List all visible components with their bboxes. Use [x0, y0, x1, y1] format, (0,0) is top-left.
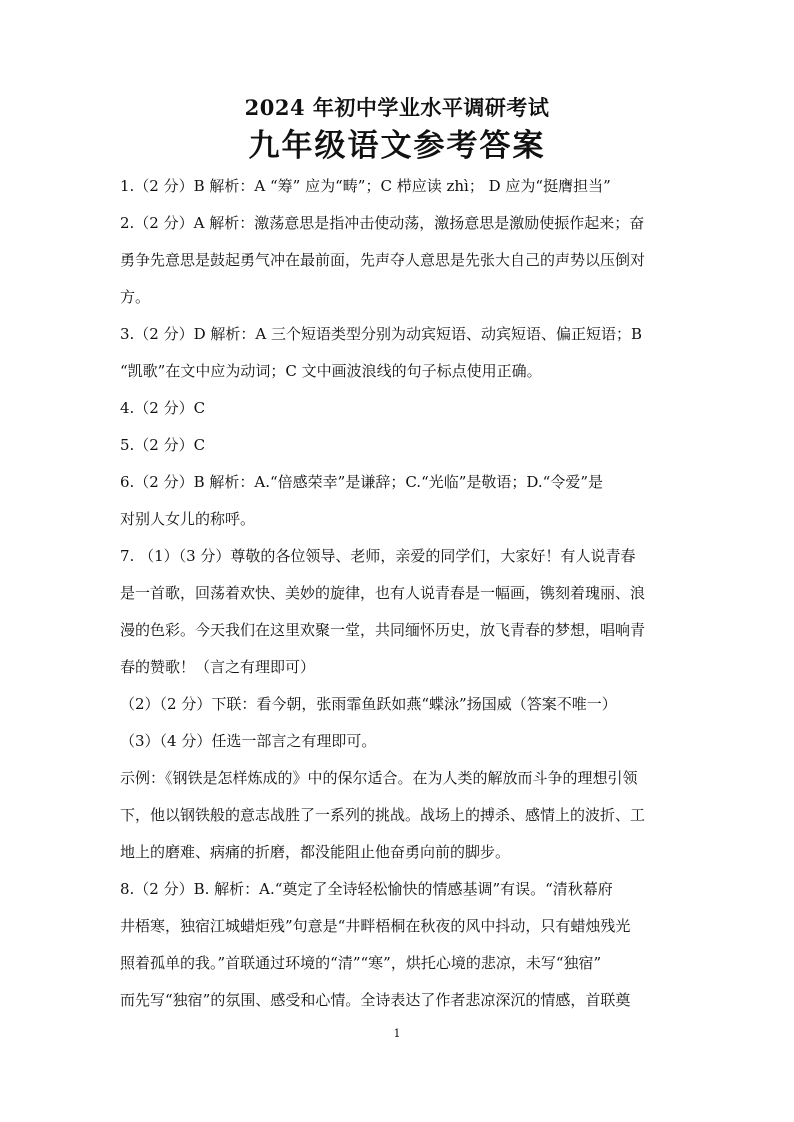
page-number: 1 [393, 1027, 401, 1040]
answer-line: 井梧寒，独宿江城蜡炬残”句意是“井畔梧桐在秋夜的风中抖动，只有蜡烛残光 [120, 917, 631, 935]
answer-line: 对别人女儿的称呼。 [120, 510, 256, 528]
answer-line: 方。 [120, 288, 151, 306]
answer-line: 2.（2 分）A 解析：激荡意思是指冲击使动荡，激扬意思是激励使振作起来；奋 [120, 214, 645, 232]
answer-line: 6.（2 分）B 解析：A.“倍感荣幸”是谦辞；C.“光临”是敬语；D.“令爱”是 [120, 473, 603, 491]
answer-line: 漫的色彩。今天我们在这里欢聚一堂，共同缅怀历史，放飞青春的梦想，唱响青 [120, 621, 646, 639]
answer-line: 勇争先意思是鼓起勇气冲在最前面，先声夺人意思是先张大自己的声势以压倒对 [120, 251, 646, 269]
answer-line: 下，他以钢铁般的意志战胜了一系列的挑战。战场上的搏杀、感情上的波折、工 [120, 806, 646, 824]
answer-line: 5.（2 分）C [120, 436, 206, 454]
answer-body [120, 168, 675, 1019]
exam-subtitle: 2024 年初中学业水平调研考试 [244, 95, 550, 120]
answer-line: 示例：《钢铁是怎样炼成的》中的保尔适合。在为人类的解放而斗争的理想引领 [120, 769, 638, 787]
answer-line: 是一首歌，回荡着欢快、美妙的旋律，也有人说青春是一幅画，镌刻着瑰丽、浪 [120, 584, 646, 602]
answer-line: “凯歌”在文中应为动词；C 文中画波浪线的句子标点使用正确。 [120, 362, 542, 380]
answer-line: 而先写“独宿”的氛围、感受和心情。全诗表达了作者悲凉深沉的情感，首联奠 [120, 991, 631, 1009]
answer-line: 8.（2 分）B. 解析：A.“奠定了全诗轻松愉快的情感基调”有误。“清秋幕府 [120, 880, 613, 898]
answer-line: 地上的磨难、病痛的折磨，都没能阻止他奋勇向前的脚步。 [120, 843, 511, 861]
answer-line: （3）（4 分）任选一部言之有理即可。 [120, 732, 377, 750]
answer-line: 照着孤单的我。”首联通过环境的“清”“寒”，烘托心境的悲凉，未写“独宿” [120, 954, 602, 972]
answer-line: 3.（2 分）D 解析：A 三个短语类型分别为动宾短语、动宾短语、偏正短语；B [120, 325, 643, 343]
answer-line: （2）（2 分）下联：看今朝，张雨霏鱼跃如燕“蝶泳”扬国威（答案不唯一） [120, 695, 617, 713]
answer-line: 春的赞歌！（言之有理即可） [120, 658, 316, 676]
answer-line: 1.（2 分）B 解析：A “筹” 应为“畴”；C 栉应读 zhì； D 应为“挺膺担当” [120, 177, 611, 195]
exam-title: 九年级语文参考答案 [248, 128, 546, 164]
answer-line: 4.（2 分）C [120, 399, 206, 417]
answer-line: 7. （1）（3 分）尊敬的各位领导、老师，亲爱的同学们，大家好！有人说青春 [120, 547, 636, 565]
